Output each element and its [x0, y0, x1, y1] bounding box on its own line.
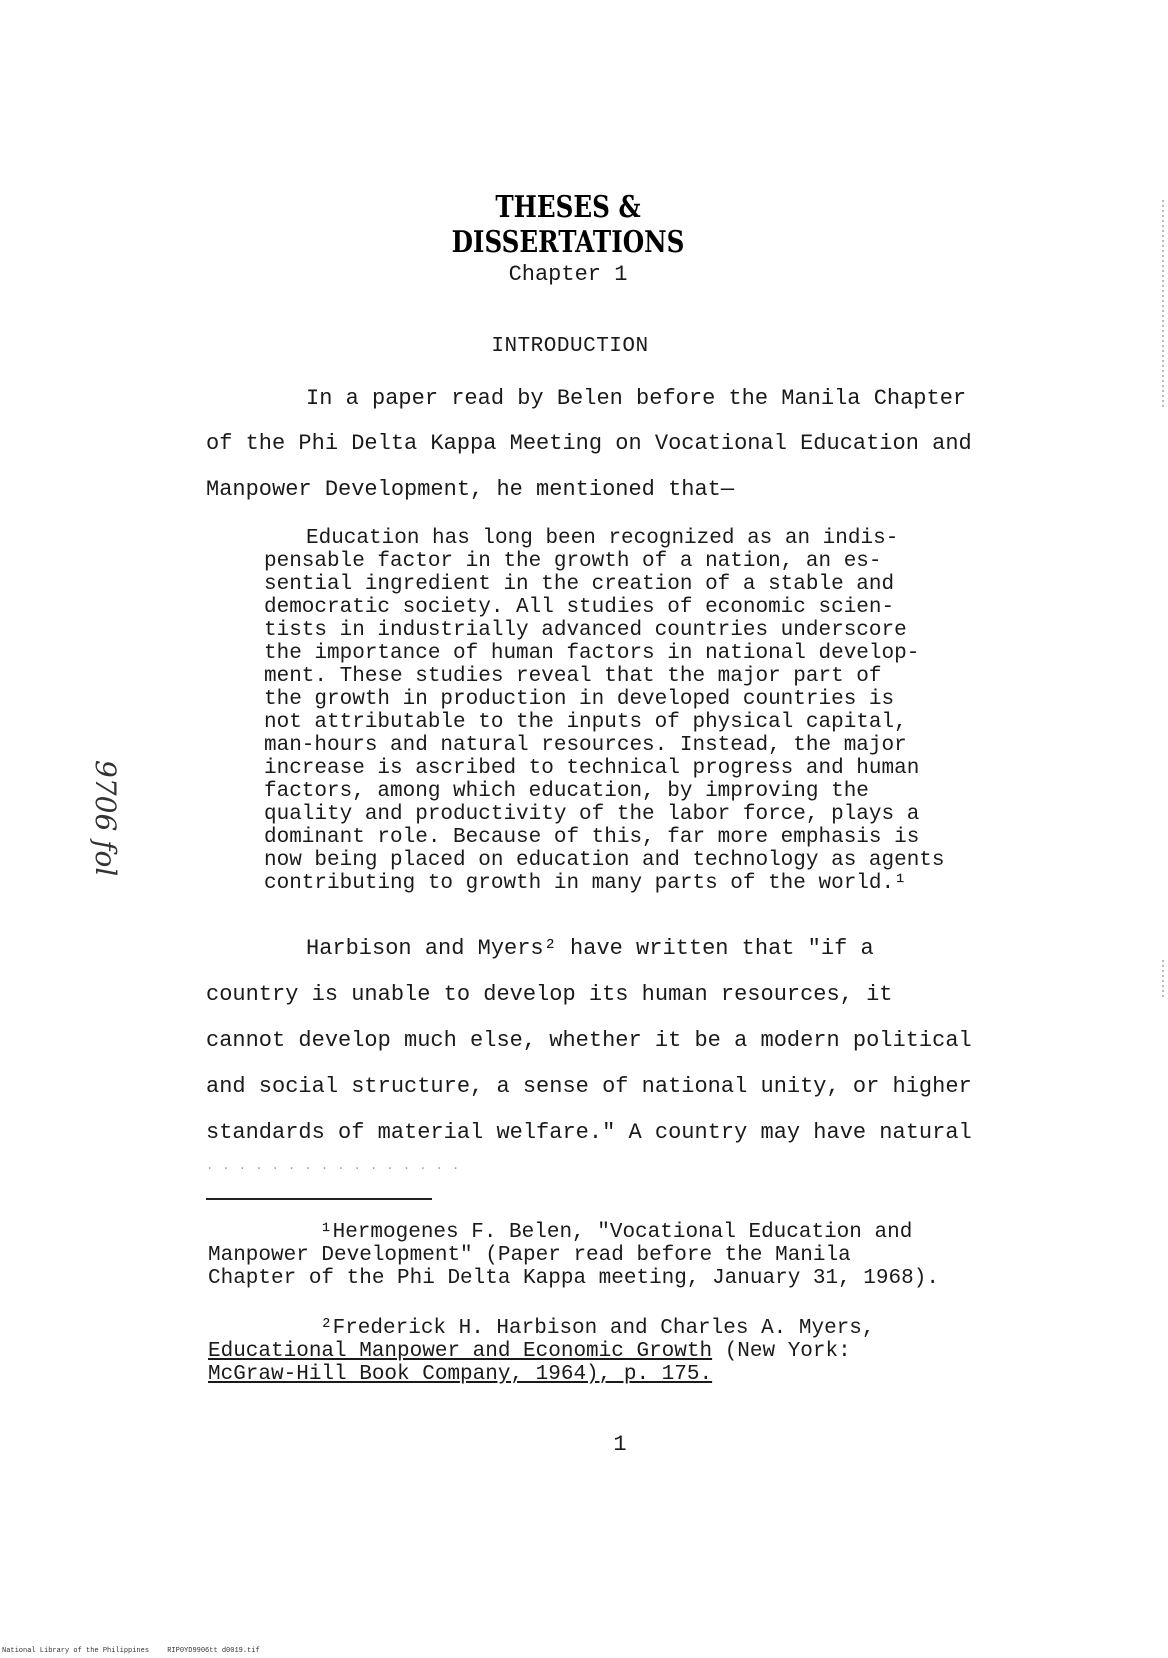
intro-line: Manpower Development, he mentioned that— — [206, 477, 735, 502]
quote-line: the importance of human factors in national develop- — [264, 642, 920, 665]
section-heading: INTRODUCTION — [491, 335, 649, 358]
body-line: country is unable to develop its human resources, it — [206, 982, 893, 1007]
quote-line: the growth in production in developed countries is — [264, 688, 895, 711]
theses-stamp: THESES & DISSERTATIONS — [451, 190, 685, 260]
page-number: 1 — [613, 1432, 627, 1457]
body-line: cannot develop much else, whether it be a modern political — [206, 1028, 972, 1053]
quote-line: democratic society. All studies of economic scien- — [264, 596, 895, 619]
dotted-separator: . . . . . . . . . . . . . . . . — [206, 1159, 461, 1173]
quote-line: factors, among which education, by improving the — [264, 780, 869, 803]
quote-line: man-hours and natural resources. Instead, the major — [264, 734, 907, 757]
quote-line: ment. These studies reveal that the major part of — [264, 665, 882, 688]
file-name: RIP0YD9906tt d0019.tif — [167, 1647, 260, 1655]
footnote-2-line: ²Frederick H. Harbison and Charles A. Myers, — [320, 1317, 875, 1340]
quote-line: quality and productivity of the labor force, plays a — [264, 803, 920, 826]
scan-footer — [2, 1647, 274, 1655]
body-line: Harbison and Myers² have written that "if a — [306, 936, 874, 961]
quote-line: tists in industrially advanced countries underscore — [264, 619, 907, 642]
footnote-1-line: Chapter of the Phi Delta Kappa meeting, January 31, 1968). — [208, 1267, 939, 1290]
footnote-rule — [206, 1198, 432, 1200]
quote-line: sential ingredient in the creation of a stable and — [264, 573, 895, 596]
footnote-1-line: Manpower Development" (Paper read before the Manila — [208, 1244, 851, 1267]
body-line: and social structure, a sense of national unity, or higher — [206, 1074, 972, 1099]
quote-line: increase is ascribed to technical progress and human — [264, 757, 920, 780]
intro-line: of the Phi Delta Kappa Meeting on Vocational Education and — [206, 431, 972, 456]
scan-edge-mark — [1162, 960, 1164, 1000]
footnote-2-line: McGraw-Hill Book Company, 1964), p. 175. — [208, 1363, 713, 1386]
intro-line: In a paper read by Belen before the Manila Chapter — [306, 386, 967, 411]
body-line: standards of material welfare." A country may have natural — [206, 1120, 972, 1145]
quote-line: pensable factor in the growth of a nation, an es- — [264, 550, 882, 573]
quote-line: not attributable to the inputs of physical capital, — [264, 711, 907, 734]
book-title: Educational Manpower and Economic Growth — [208, 1340, 713, 1363]
publisher-location: (New York: — [712, 1340, 851, 1363]
handwritten-note: 9706 fol — [89, 760, 122, 877]
quote-line: Education has long been recognized as an indis- — [306, 527, 899, 550]
quote-line: contributing to growth in many parts of the world.¹ — [264, 872, 907, 895]
library-credit: National Library of the Philippines — [2, 1647, 150, 1655]
footnote-2-line — [208, 1341, 851, 1362]
quote-line: dominant role. Because of this, far more emphasis is — [264, 826, 920, 849]
footnote-1-line: ¹Hermogenes F. Belen, "Vocational Education and — [320, 1221, 913, 1244]
quote-line: now being placed on education and technology as agents — [264, 849, 945, 872]
chapter-label: Chapter 1 — [508, 262, 628, 287]
scan-edge-mark — [1162, 200, 1164, 410]
